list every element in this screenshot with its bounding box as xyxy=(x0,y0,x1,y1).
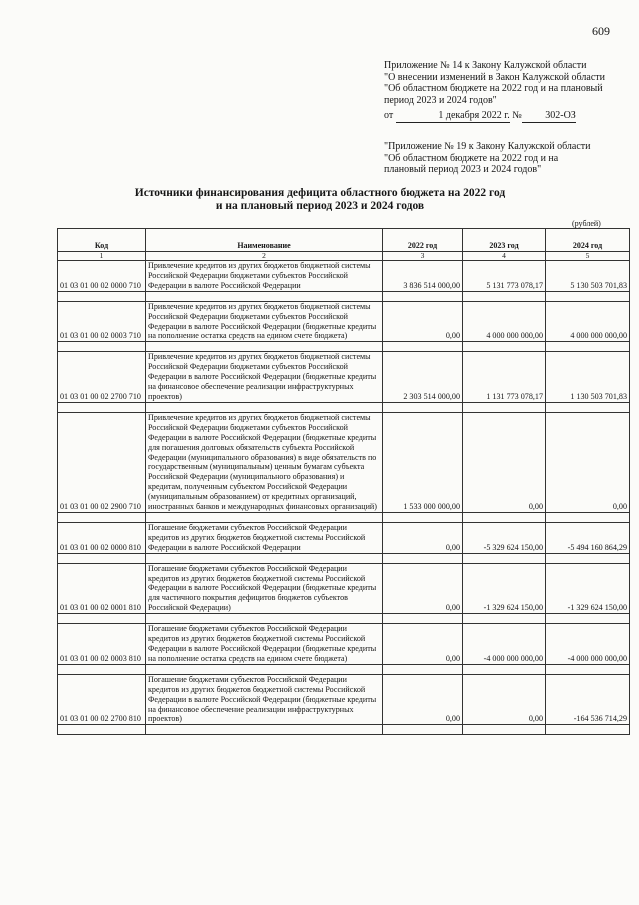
annex-current-line: "О внесении изменений в Закон Калужской области xyxy=(384,71,605,83)
annex-date-line xyxy=(384,110,634,123)
row-amount-2022: 3 836 514 000,00 xyxy=(383,261,463,292)
row-name: Погашение бюджетами субъектов Российской Федерации кредитов из других бюджетов бюджетной системы Российской Федерации в валюте Российской Федерации (бюджетные кредиты на пополнение остатка средств на едином счете бюджета) xyxy=(146,624,383,665)
row-amount-2024: -164 536 714,29 xyxy=(546,674,630,725)
row-amount-2024: -1 329 624 150,00 xyxy=(546,563,630,614)
table-row xyxy=(58,563,630,614)
annex-current-line: период 2023 и 2024 годов" xyxy=(384,94,497,106)
row-amount-2023: -4 000 000 000,00 xyxy=(463,624,546,665)
spacer-row xyxy=(58,512,630,522)
row-name: Привлечение кредитов из других бюджетов бюджетной системы Российской Федерации бюджетами субъектов Российской Федерации в валюте Российской Федерации xyxy=(146,261,383,292)
table-row xyxy=(58,261,630,292)
row-code: 01 03 01 00 02 2700 810 xyxy=(58,674,146,725)
table-row xyxy=(58,301,630,342)
annex-original-line: "Об областном бюджете на 2022 год и на xyxy=(384,152,559,164)
column-number: 4 xyxy=(463,252,546,261)
header-2024: 2024 год xyxy=(546,229,630,252)
row-amount-2024: 0,00 xyxy=(546,412,630,512)
annex-current-line: Приложение № 14 к Закону Калужской области xyxy=(384,60,587,71)
row-amount-2023: 5 131 773 078,17 xyxy=(463,261,546,292)
spacer-row xyxy=(58,725,630,735)
row-amount-2022: 2 303 514 000,00 xyxy=(383,352,463,403)
row-amount-2023: -1 329 624 150,00 xyxy=(463,563,546,614)
row-code: 01 03 01 00 02 0003 710 xyxy=(58,301,146,342)
number-prefix: № xyxy=(512,110,522,121)
column-number-row xyxy=(58,252,630,261)
column-number: 3 xyxy=(383,252,463,261)
spacer-row xyxy=(58,614,630,624)
law-date: 1 декабря 2022 г. xyxy=(396,110,510,123)
row-amount-2024: -5 494 160 864,29 xyxy=(546,522,630,553)
title-line-1: Источники финансирования дефицита областного бюджета на 2022 год xyxy=(134,187,506,199)
row-amount-2024: 5 130 503 701,83 xyxy=(546,261,630,292)
spacer-row xyxy=(58,664,630,674)
row-name: Привлечение кредитов из других бюджетов бюджетной системы Российской Федерации бюджетами субъектов Российской Федерации в валюте Российской Федерации (бюджетные кредиты на пополнение остатка средств на едином счете бюджета) xyxy=(146,301,383,342)
row-amount-2022: 0,00 xyxy=(383,522,463,553)
table-row xyxy=(58,674,630,725)
annex-original-law-reference xyxy=(384,141,634,176)
row-code: 01 03 01 00 02 2700 710 xyxy=(58,352,146,403)
spacer-row xyxy=(58,342,630,352)
date-prefix: от xyxy=(384,110,394,121)
row-amount-2024: 4 000 000 000,00 xyxy=(546,301,630,342)
header-name: Наименование xyxy=(146,229,383,252)
row-name: Привлечение кредитов из других бюджетов бюджетной системы Российской Федерации бюджетами субъектов Российской Федерации в валюте Российской Федерации (бюджетные кредиты для погашения долговых обязательств субъекта Российской Федерации (муниципального образования) в виде обязательств по государственным (муниципальным) ценным бумагам субъекта Российской Федерации (муниципального образования) и кредитам, полученным субъектом Российской Федерации (муниципальным образованием) от кредитных организаций, иностранных банков и международных финансовых организаций) xyxy=(146,412,383,512)
table-row xyxy=(58,352,630,403)
row-amount-2022: 0,00 xyxy=(383,624,463,665)
row-amount-2022: 0,00 xyxy=(383,563,463,614)
row-amount-2023: 1 131 773 078,17 xyxy=(463,352,546,403)
header-code: Код xyxy=(58,229,146,252)
row-code: 01 03 01 00 02 0000 710 xyxy=(58,261,146,292)
table-row xyxy=(58,522,630,553)
column-number: 2 xyxy=(146,252,383,261)
row-amount-2022: 0,00 xyxy=(383,674,463,725)
header-2023: 2023 год xyxy=(463,229,546,252)
page-number: 609 xyxy=(592,24,610,38)
row-code: 01 03 01 00 02 2900 710 xyxy=(58,412,146,512)
title-line-2: и на плановый период 2023 и 2024 годов xyxy=(215,200,425,212)
header-2022: 2022 год xyxy=(383,229,463,252)
row-amount-2022: 1 533 000 000,00 xyxy=(383,412,463,512)
row-amount-2022: 0,00 xyxy=(383,301,463,342)
row-amount-2024: 1 130 503 701,83 xyxy=(546,352,630,403)
column-number: 5 xyxy=(546,252,630,261)
row-name: Погашение бюджетами субъектов Российской Федерации кредитов из других бюджетов бюджетной системы Российской Федерации в валюте Российской Федерации (бюджетные кредиты на финансовое обеспечение реализации инфраструктурных проектов) xyxy=(146,674,383,725)
row-code: 01 03 01 00 02 0001 810 xyxy=(58,563,146,614)
annex-current-line: "Об областном бюджете на 2022 год и на плановый xyxy=(384,83,603,94)
row-code: 01 03 01 00 02 0000 810 xyxy=(58,522,146,553)
document-title xyxy=(90,187,550,213)
row-name: Привлечение кредитов из других бюджетов бюджетной системы Российской Федерации бюджетами субъектов Российской Федерации в валюте Российской Федерации (бюджетные кредиты на финансовое обеспечение реализации инфраструктурных проектов) xyxy=(146,352,383,403)
row-amount-2023: 0,00 xyxy=(463,412,546,512)
annex-original-line: плановый период 2023 и 2024 годов" xyxy=(384,164,542,175)
row-name: Погашение бюджетами субъектов Российской Федерации кредитов из других бюджетов бюджетной системы Российской Федерации в валюте Российской Федерации xyxy=(146,522,383,553)
table-row xyxy=(58,412,630,512)
units-label: (рублей) xyxy=(572,219,601,228)
table-row xyxy=(58,624,630,665)
table-header-row xyxy=(58,229,630,252)
spacer-row xyxy=(58,402,630,412)
row-name: Погашение бюджетами субъектов Российской Федерации кредитов из других бюджетов бюджетной системы Российской Федерации в валюте Российской Федерации (бюджетные кредиты для частичного покрытия дефицитов бюджетов субъектов Российской Федерации) xyxy=(146,563,383,614)
law-number: 302-ОЗ xyxy=(522,110,576,123)
spacer-row xyxy=(58,553,630,563)
annex-original-line: "Приложение № 19 к Закону Калужской области xyxy=(384,141,591,152)
row-code: 01 03 01 00 02 0003 810 xyxy=(58,624,146,665)
row-amount-2023: -5 329 624 150,00 xyxy=(463,522,546,553)
financing-sources-table xyxy=(57,228,630,735)
spacer-row xyxy=(58,291,630,301)
row-amount-2024: -4 000 000 000,00 xyxy=(546,624,630,665)
row-amount-2023: 0,00 xyxy=(463,674,546,725)
column-number: 1 xyxy=(58,252,146,261)
annex-current-law-reference xyxy=(384,60,634,123)
row-amount-2023: 4 000 000 000,00 xyxy=(463,301,546,342)
